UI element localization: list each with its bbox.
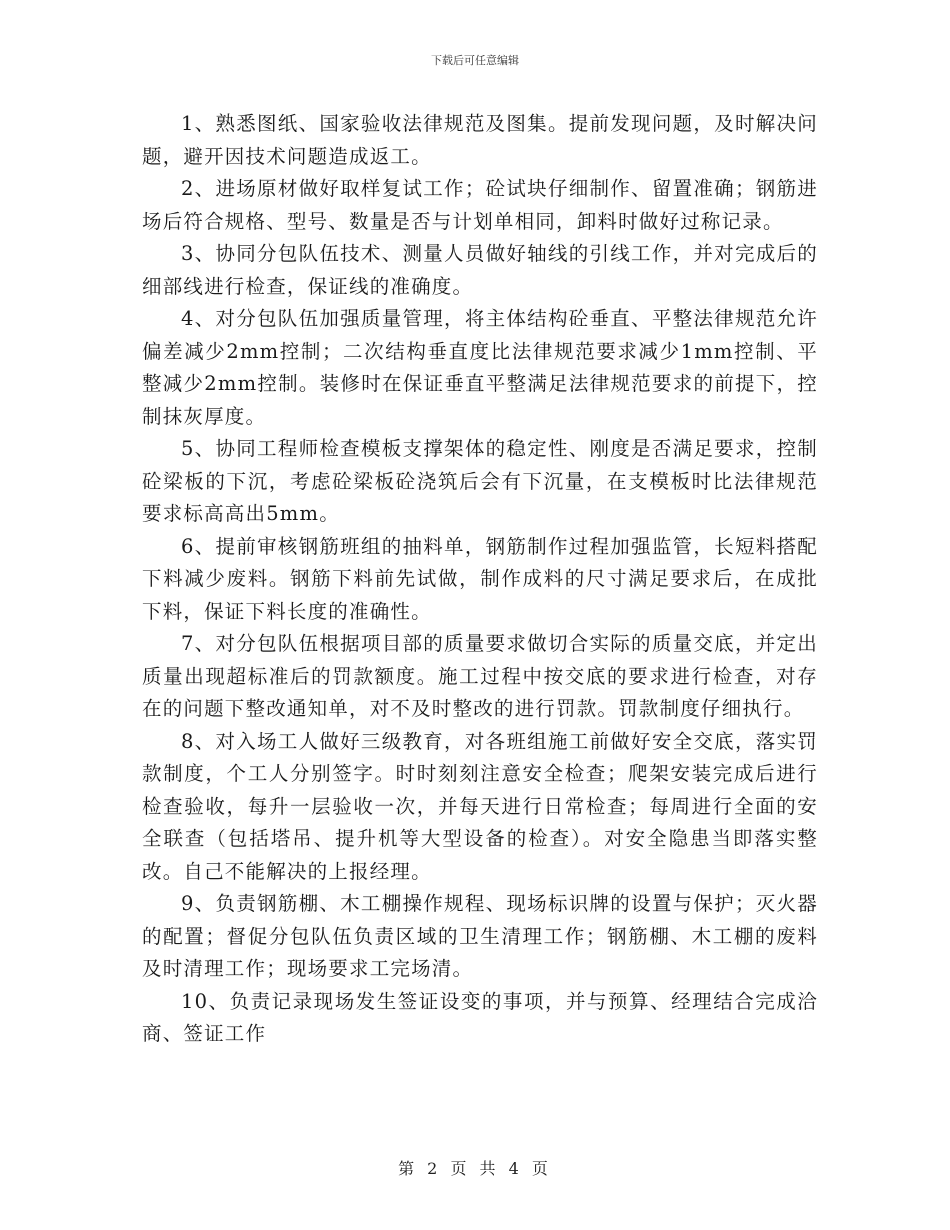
paragraph-2: 2、进场原材做好取样复试工作；砼试块仔细制作、留置准确；钢筋进场后符合规格、型号、数量是否与计划单相同，卸料时做好过称记录。 [142, 177, 818, 233]
paragraph-8: 8、对入场工人做好三级教育，对各班组施工前做好安全交底，落实罚款制度，个工人分别签字。时时刻刻注意安全检查；爬架安装完成后进行检查验收，每升一层验收一次，并每天进行日常检查；每周进行全面的安全联查（包括塔吊、提升机等大型设备的检查）。对安全隐患当即落实整改。自己不能解决的上报经理。 [142, 729, 818, 883]
paragraph-9: 9、负责钢筋棚、木工棚操作规程、现场标识牌的设置与保护；灭火器的配置；督促分包队伍负责区域的卫生清理工作；钢筋棚、木工棚的废料及时清理工作；现场要求工完场清。 [142, 892, 818, 980]
document-body [142, 108, 818, 1051]
page-header-note: 下载后可任意编辑 [431, 54, 519, 67]
page-number: 第 2 页 共 4 页 [398, 1159, 552, 1178]
paragraph-10: 10、负责记录现场发生签证设变的事项，并与预算、经理结合完成洽商、签证工作 [142, 989, 818, 1045]
paragraph-3: 3、协同分包队伍技术、测量人员做好轴线的引线工作，并对完成后的细部线进行检查，保证线的准确度。 [142, 242, 818, 298]
paragraph-1: 1、熟悉图纸、国家验收法律规范及图集。提前发现问题，及时解决问题，避开因技术问题造成返工。 [142, 112, 818, 168]
paragraph-5: 5、协同工程师检查模板支撑架体的稳定性、刚度是否满足要求，控制砼梁板的下沉，考虑砼梁板砼浇筑后会有下沉量，在支模板时比法律规范要求标高高出5mm。 [142, 437, 818, 525]
paragraph-6: 6、提前审核钢筋班组的抽料单，钢筋制作过程加强监管，长短料搭配下料减少废料。钢筋下料前先试做，制作成料的尺寸满足要求后，在成批下料，保证下料长度的准确性。 [142, 534, 818, 623]
paragraph-4: 4、对分包队伍加强质量管理，将主体结构砼垂直、平整法律规范允许偏差减少2mm控制；二次结构垂直度比法律规范要求减少1mm控制、平整减少2mm控制。装修时在保证垂直平整满足法律规范要求的前提下，控制抹灰厚度。 [142, 307, 818, 428]
paragraph-7: 7、对分包队伍根据项目部的质量要求做切合实际的质量交底，并定出质量出现超标准后的罚款额度。施工过程中按交底的要求进行检查，对存在的问题下整改通知单，对不及时整改的进行罚款。罚款制度仔细执行。 [142, 632, 818, 720]
